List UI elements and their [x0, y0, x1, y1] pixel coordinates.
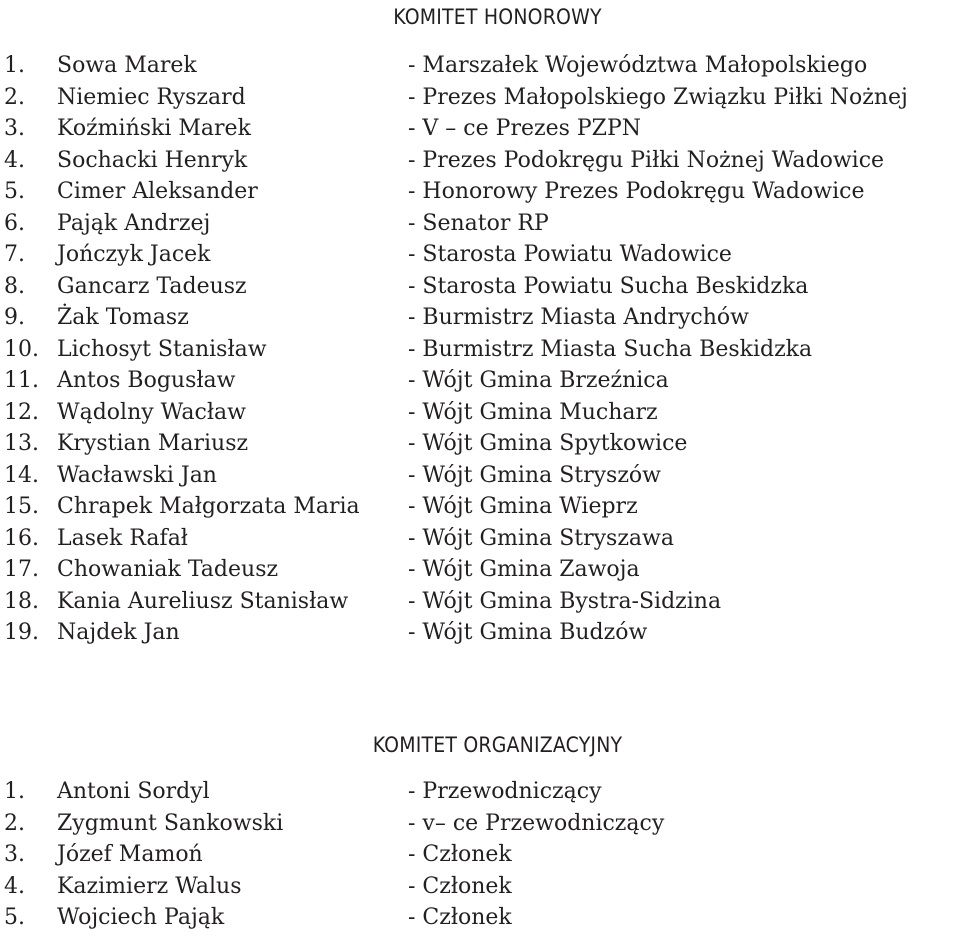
member-number: 18. [4, 588, 39, 614]
member-name: Zygmunt Sankowski [57, 810, 284, 836]
member-row [0, 334, 960, 366]
member-name: Lichosyt Stanisław [57, 336, 267, 362]
member-number: 12. [4, 399, 39, 425]
member-name: Kania Aureliusz Stanisław [57, 588, 349, 614]
member-number: 16. [4, 525, 39, 551]
member-role: - Członek [408, 842, 512, 867]
member-role: - V – ce Prezes PZPN [408, 116, 642, 141]
member-name: Najdek Jan [57, 620, 180, 645]
member-row [0, 239, 960, 271]
member-number: 4. [4, 147, 25, 173]
member-role: - v– ce Przewodniczący [408, 810, 665, 836]
member-number: 1. [4, 779, 25, 804]
member-number: 9. [4, 305, 25, 330]
member-name: Wądolny Wacław [57, 399, 246, 425]
member-name: Krystian Mariusz [57, 431, 249, 456]
member-name: Koźmiński Marek [57, 116, 251, 141]
member-row [0, 208, 960, 240]
member-number: 2. [4, 84, 25, 110]
organizing-committee-list [0, 776, 960, 934]
member-role: - Burmistrz Miasta Andrychów [408, 305, 749, 330]
member-name: Chrapek Małgorzata Maria [57, 494, 360, 519]
member-role: - Wójt Gmina Stryszów [408, 462, 662, 488]
member-number: 15. [4, 494, 39, 519]
member-number: 3. [4, 842, 25, 867]
member-row [0, 302, 960, 334]
member-number: 5. [4, 905, 25, 930]
member-role: - Wójt Gmina Wieprz [408, 494, 638, 519]
member-role: - Prezes Podokręgu Piłki Nożnej Wadowice [408, 147, 885, 173]
member-role: - Wójt Gmina Budzów [408, 620, 648, 645]
member-name: Pająk Andrzej [57, 210, 211, 236]
member-row [0, 617, 960, 649]
member-number: 3. [4, 116, 25, 141]
member-row [0, 50, 960, 82]
member-row [0, 776, 960, 808]
organizing-committee-heading: KOMITET ORGANIZACYJNY [372, 733, 623, 757]
member-name: Niemiec Ryszard [57, 84, 246, 110]
member-number: 11. [4, 368, 39, 393]
member-row [0, 428, 960, 460]
member-role: - Honorowy Prezes Podokręgu Wadowice [408, 179, 865, 204]
member-role: - Wójt Gmina Zawoja [408, 557, 640, 582]
member-row [0, 808, 960, 840]
member-row [0, 871, 960, 903]
member-row [0, 82, 960, 114]
member-role: - Wójt Gmina Spytkowice [408, 431, 688, 456]
member-number: 13. [4, 431, 39, 456]
member-number: 1. [4, 53, 25, 78]
member-role: - Wójt Gmina Brzeźnica [408, 368, 669, 393]
member-row [0, 586, 960, 618]
member-role: - Członek [408, 905, 512, 930]
member-row [0, 271, 960, 303]
member-number: 10. [4, 336, 39, 362]
member-number: 5. [4, 179, 25, 204]
member-row [0, 113, 960, 145]
honorary-committee-list [0, 50, 960, 649]
member-row [0, 176, 960, 208]
member-role: - Starosta Powiatu Sucha Beskidzka [408, 273, 809, 299]
member-role: - Prezes Małopolskiego Związku Piłki Nożnej [408, 84, 908, 110]
member-number: 4. [4, 873, 25, 899]
honorary-committee-heading: KOMITET HONOROWY [393, 5, 602, 29]
member-name: Gancarz Tadeusz [57, 273, 247, 299]
member-name: Antoni Sordyl [57, 779, 210, 804]
member-name: Sowa Marek [57, 53, 197, 78]
member-row [0, 491, 960, 523]
member-number: 14. [4, 462, 39, 488]
member-role: - Burmistrz Miasta Sucha Beskidzka [408, 336, 813, 362]
member-row [0, 554, 960, 586]
member-name: Antos Bogusław [57, 368, 236, 393]
member-name: Wojciech Pająk [57, 905, 225, 930]
member-row [0, 902, 960, 934]
member-name: Żak Tomasz [57, 305, 189, 330]
member-number: 7. [4, 242, 25, 267]
member-role: - Senator RP [408, 210, 549, 236]
member-name: Wacławski Jan [57, 462, 217, 488]
member-role: - Przewodniczący [408, 779, 602, 804]
member-role: - Wójt Gmina Bystra-Sidzina [408, 588, 722, 614]
member-row [0, 365, 960, 397]
member-role: - Członek [408, 873, 512, 899]
member-name: Józef Mamoń [57, 842, 203, 867]
member-row [0, 145, 960, 177]
member-role: - Wójt Gmina Mucharz [408, 399, 658, 425]
member-role: - Starosta Powiatu Wadowice [408, 242, 732, 267]
member-name: Jończyk Jacek [57, 242, 211, 267]
member-name: Chowaniak Tadeusz [57, 557, 279, 582]
member-name: Lasek Rafał [57, 525, 188, 551]
member-name: Cimer Aleksander [57, 179, 258, 204]
member-role: - Wójt Gmina Stryszawa [408, 525, 674, 551]
member-number: 17. [4, 557, 39, 582]
member-row [0, 397, 960, 429]
member-number: 6. [4, 210, 25, 236]
member-row [0, 460, 960, 492]
member-row [0, 523, 960, 555]
member-number: 8. [4, 273, 25, 299]
organizing-committee-section [0, 728, 960, 934]
member-name: Kazimierz Walus [57, 873, 242, 899]
member-role: - Marszałek Województwa Małopolskiego [408, 53, 868, 78]
member-number: 19. [4, 620, 39, 645]
member-row [0, 839, 960, 871]
member-name: Sochacki Henryk [57, 147, 248, 173]
member-number: 2. [4, 810, 25, 836]
